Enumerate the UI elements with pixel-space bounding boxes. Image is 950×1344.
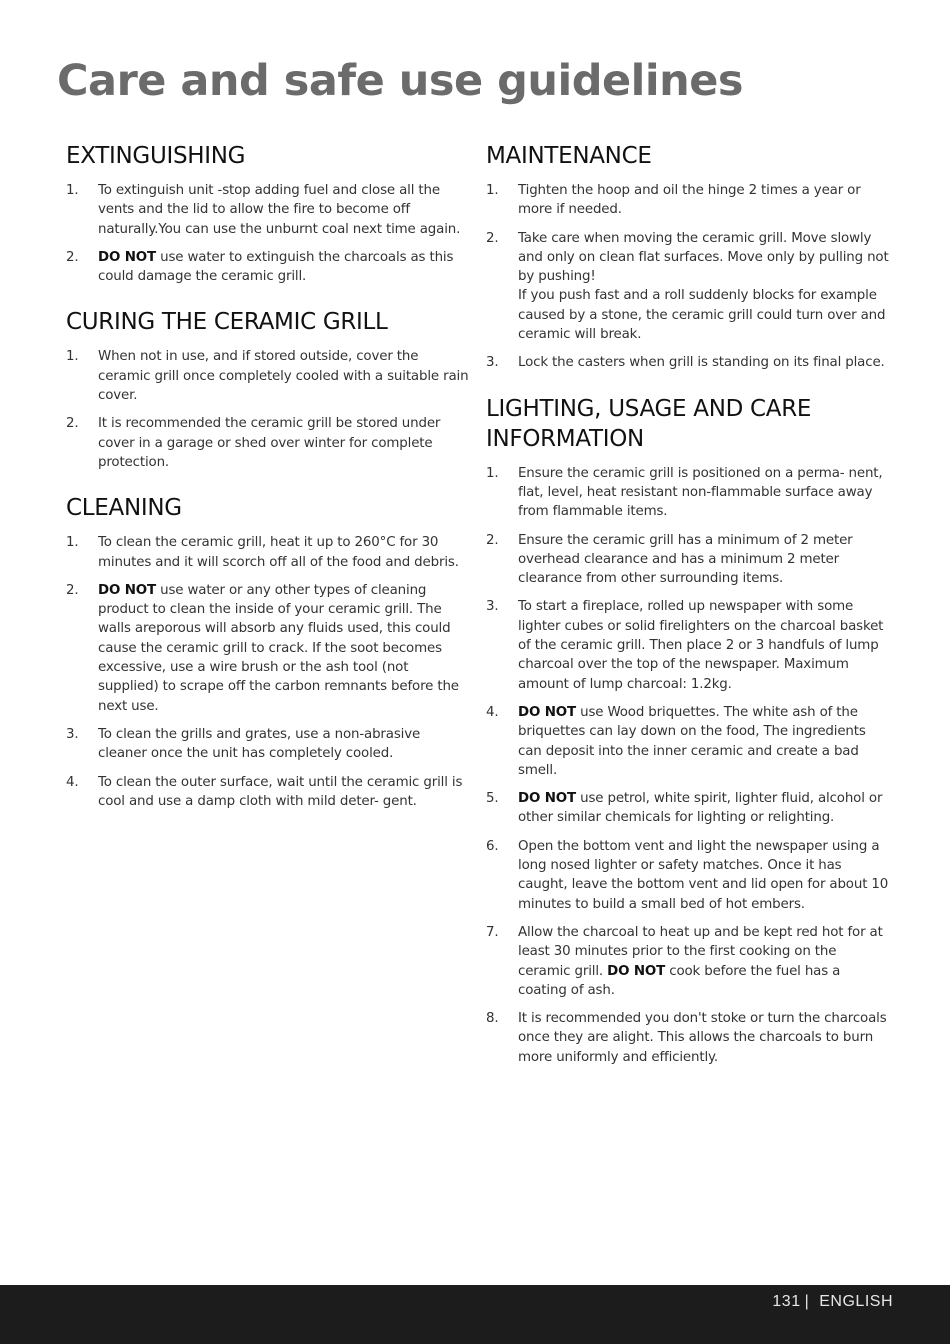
item-number: 2. — [486, 532, 499, 548]
list-item — [486, 703, 890, 780]
item-text — [518, 183, 861, 217]
item-number: 1. — [486, 465, 499, 481]
item-text — [518, 599, 883, 691]
item-text-part: To start a fireplace, rolled up newspaper with some lighter cubes or solid firelighters on the charcoal basket of the ceramic grill. Then place 2 or 3 handfuls of lump charcoal over the top of the newspaper. Maximum amount of lump charcoal: 1.2kg. — [518, 599, 884, 692]
right-column — [486, 141, 890, 1088]
item-text — [518, 533, 853, 587]
item-text — [518, 925, 883, 998]
item-text-part: use water to extinguish the charcoals as this could damage the ceramic grill. — [98, 249, 454, 285]
list-item — [486, 923, 890, 1000]
list-item — [486, 531, 890, 589]
item-text — [98, 535, 459, 569]
item-text — [518, 791, 882, 825]
item-text-part: Open the bottom vent and light the newspaper using a long nosed lighter or safety matches. Once it has caught, leave the bottom vent and lid open for about 10 minutes to build a small bed of hot embers. — [518, 838, 889, 912]
item-text-part: Tighten the hoop and oil the hinge 2 times a year or more if needed. — [518, 183, 861, 218]
list-item — [486, 353, 890, 372]
item-text-part: It is recommended the ceramic grill be stored under cover in a garage or shed over winter for complete protection. — [98, 416, 441, 470]
section — [66, 493, 470, 811]
list-item — [66, 181, 470, 239]
item-number: 4. — [66, 774, 79, 790]
section-heading: EXTINGUISHING — [66, 143, 246, 169]
do-not-label: DO NOT — [98, 582, 156, 598]
left-column — [66, 141, 470, 832]
list-item — [486, 181, 890, 220]
item-text — [98, 416, 440, 470]
list-item — [486, 597, 890, 693]
item-text-part: use water or any other types of cleaning product to clean the inside of your ceramic grill. The walls areporous will absorb any fluids used, this could cause the ceramic grill to crack. If the soot becomes excessive, use a wire brush or the ash tool (not supplied) to scrape off the carbon remnants before the next use. — [98, 582, 459, 714]
section — [66, 141, 470, 286]
list-item — [486, 464, 890, 522]
item-text-part: When not in use, and if stored outside, cover the ceramic grill once completely cooled with a suitable rain cover. — [98, 349, 469, 404]
item-number: 1. — [66, 183, 79, 198]
item-text-part: Take care when moving the ceramic grill. Move slowly and only on clean flat surfaces. Move only by pulling not by pushing! — [518, 230, 889, 285]
do-not-label: DO NOT — [98, 249, 156, 265]
item-text-part: Lock the casters when grill is standing on its final place. — [518, 355, 885, 371]
item-text-part: use petrol, white spirit, lighter fluid, alcohol or other similar chemicals for lighting or relighting. — [518, 791, 883, 826]
item-text-part: Ensure the ceramic grill has a minimum of 2 meter overhead clearance and has a minimum 2 meter clearance from other surrounding items. — [518, 532, 853, 587]
item-text — [98, 727, 420, 761]
numbered-list — [66, 533, 470, 811]
list-item — [486, 229, 890, 345]
page-footer — [0, 1285, 950, 1344]
item-number: 6. — [486, 838, 499, 854]
item-text-part: To clean the ceramic grill, heat it up to 260°C for 30 minutes and it will scorch off all of the food and debris. — [98, 535, 459, 570]
item-text-part: To clean the outer surface, wait until the ceramic grill is cool and use a damp cloth with mild deter- gent. — [98, 774, 463, 809]
numbered-list — [66, 181, 470, 286]
item-text — [518, 231, 889, 285]
list-item — [66, 414, 470, 472]
item-number: 3. — [486, 599, 499, 615]
item-text — [518, 1011, 887, 1065]
item-text — [518, 705, 866, 778]
footer-language: ENGLISH — [819, 1293, 893, 1310]
numbered-list — [486, 181, 890, 373]
item-number: 4. — [486, 704, 499, 720]
item-text-part: To clean the grills and grates, use a non-abrasive cleaner once the unit has completely cooled. — [98, 726, 421, 762]
page-title: Care and safe use guidelines — [57, 56, 744, 106]
footer-separator: | — [804, 1293, 810, 1310]
section-heading: CLEANING — [66, 495, 182, 522]
list-item — [486, 837, 890, 914]
item-text — [98, 775, 462, 809]
item-number: 5. — [486, 791, 499, 807]
list-item — [486, 1009, 890, 1067]
list-item — [66, 773, 470, 812]
item-text-part: cook before the fuel has a coating of ash. — [518, 963, 841, 998]
item-number: 8. — [486, 1011, 499, 1027]
item-number: 7. — [486, 924, 499, 940]
do-not-label: DO NOT — [518, 791, 576, 807]
section-heading: LIGHTING, USAGE AND CARE INFORMATION — [486, 395, 812, 452]
item-text-continued: If you push fast and a roll suddenly blocks for example caused by a stone, the ceramic grill could turn over and ceramic will break. — [518, 288, 886, 343]
item-text-part: It is recommended you don't stoke or turn the charcoals once they are alight. This allows the charcoals to burn more uniformly and efficiently. — [518, 1011, 887, 1065]
item-text — [518, 466, 883, 520]
section-heading: CURING THE CERAMIC GRILL — [66, 309, 388, 336]
item-number: 2. — [66, 249, 79, 265]
section-heading: MAINTENANCE — [486, 143, 652, 169]
list-item — [486, 789, 890, 828]
item-number: 2. — [486, 230, 499, 246]
do-not-label: DO NOT — [607, 963, 666, 979]
do-not-label: DO NOT — [518, 704, 576, 720]
item-text — [98, 349, 468, 403]
page-number-label — [772, 1293, 893, 1311]
item-text-part: use Wood briquettes. The white ash of the briquettes can lay down on the food, The ingredients can deposit into the inner ceramic and create a bad smell. — [518, 704, 866, 778]
section — [486, 394, 890, 1067]
item-number: 2. — [66, 416, 79, 432]
item-number: 3. — [486, 355, 499, 371]
item-number: 2. — [66, 582, 79, 598]
item-number: 1. — [66, 349, 79, 365]
section — [486, 141, 890, 373]
list-item — [66, 248, 470, 287]
numbered-list — [486, 464, 890, 1067]
item-text-part: Ensure the ceramic grill is positioned on a perma- nent, flat, level, heat resistant non-flammable surface away from flammable items. — [518, 465, 883, 520]
item-text — [518, 355, 885, 370]
item-text — [98, 183, 460, 237]
item-text — [98, 250, 453, 284]
list-item — [66, 533, 470, 572]
list-item — [66, 347, 470, 405]
item-text-part: Allow the charcoal to heat up and be kept red hot for at least 30 minutes prior to the first cooking on the ceramic grill. — [518, 924, 883, 979]
section — [66, 307, 470, 472]
list-item — [66, 725, 470, 764]
item-number: 1. — [66, 535, 79, 551]
item-text-part: To extinguish unit -stop adding fuel and close all the vents and the lid to allow the fire to become off naturally.You can use the unburnt coal next time again. — [98, 183, 461, 237]
item-text — [98, 583, 459, 714]
page-number: 131 — [772, 1293, 801, 1310]
item-number: 3. — [66, 726, 79, 742]
item-text — [518, 839, 888, 912]
item-number: 1. — [486, 183, 499, 198]
list-item — [66, 581, 470, 716]
numbered-list — [66, 347, 470, 472]
